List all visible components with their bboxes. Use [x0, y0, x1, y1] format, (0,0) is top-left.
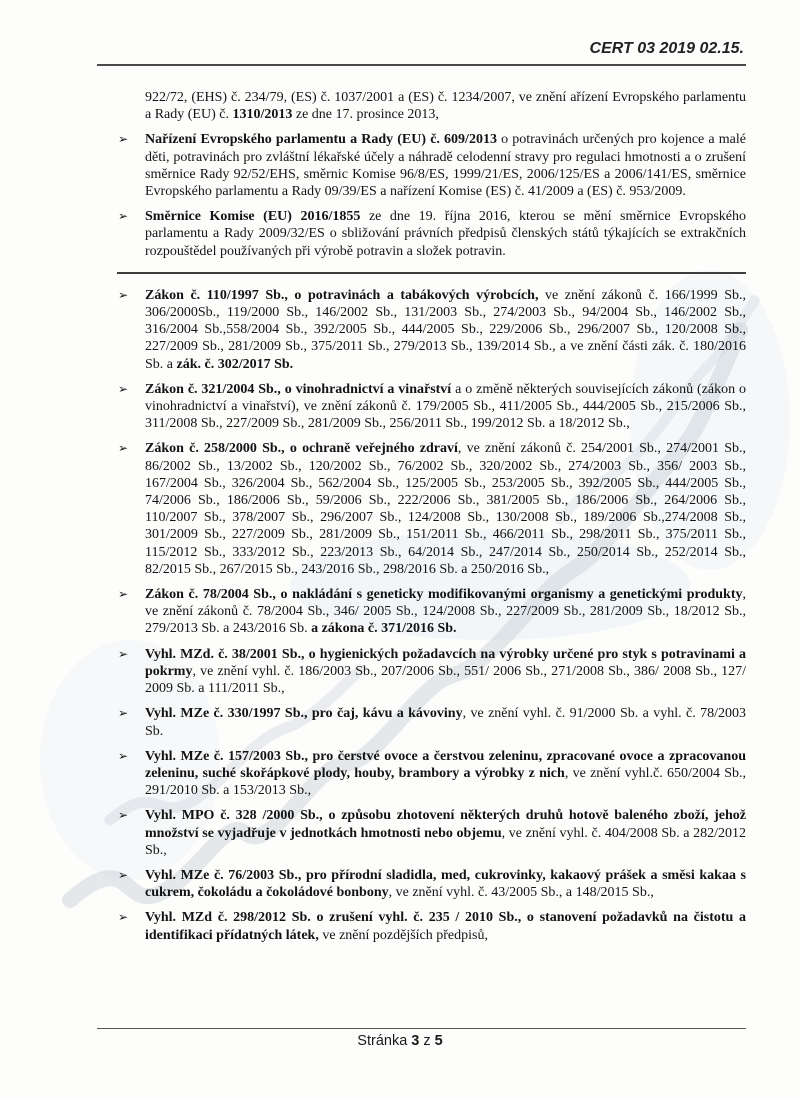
item-text: Vyhl. MZd. č. 38/2001 Sb., o hygienických požadavcích na výrobky určené pro styk s potravinami a pokrmy, ve znění vyhl. č. 186/2003 Sb., 207/2006 Sb., 551/ 2006 Sb., 271/2008 Sb., 386/ 2008 Sb., 127/ 2009 Sb. a 111/2011 Sb., — [145, 646, 746, 697]
document-id-header: CERT 03 2019 02.15. — [589, 40, 744, 57]
legal-list-item — [97, 807, 746, 859]
continuation-paragraph — [97, 89, 746, 123]
legal-list-item — [97, 586, 746, 638]
item-text: Vyhl. MZd č. 298/2012 Sb. o zrušení vyhl. č. 235 / 2010 Sb., o stanovení požadavků na čistotu a identifikaci přídatných látek, ve znění pozdějších předpisů, — [145, 910, 746, 943]
bullet-arrow-icon: ➢ — [118, 748, 129, 763]
bullet-arrow-icon: ➢ — [118, 808, 129, 823]
bullet-arrow-icon: ➢ — [118, 132, 129, 147]
item-text: 922/72, (EHS) č. 234/79, (ES) č. 1037/2001 a (ES) č. 1234/2007, ve znění ařízení Evropského parlamentu a Rady (EU) č. 1310/2013 ze dne 17. prosince 2013, — [145, 90, 746, 123]
legal-list-item — [97, 646, 746, 698]
legal-list-item — [97, 131, 746, 200]
legal-list-item — [97, 867, 746, 901]
bullet-arrow-icon: ➢ — [118, 381, 129, 396]
bullet-arrow-icon: ➢ — [118, 706, 129, 721]
legal-list-item — [97, 287, 746, 373]
page-footer — [0, 1033, 800, 1049]
section-divider-rule — [117, 272, 746, 274]
bullet-arrow-icon: ➢ — [118, 209, 129, 224]
item-text: Nařízení Evropského parlamentu a Rady (EU) č. 609/2013 o potravinách určených pro kojence a malé děti, potravinách pro zvláštní lékařské účely a náhradě celodenní stravy pro regulaci hmotnosti a o zrušení směrnice Rady 92/52/EHS, směrnic Komise 96/8/ES, 1999/21/ES, 2006/125/ES a 2006/141/ES, směrnice Evropského parlamentu a Rady 09/39/ES a nařízení Komise (ES) č. 41/2009 a (ES) č. 953/2009. — [145, 132, 746, 200]
bullet-arrow-icon: ➢ — [118, 287, 129, 302]
footer-rule — [97, 1028, 746, 1029]
footer-total-pages: 5 — [434, 1033, 443, 1049]
item-text: Vyhl. MZe č. 76/2003 Sb., pro přírodní sladidla, med, cukrovinky, kakaový prášek a směsi kakaa s cukrem, čokoládu a čokoládové bonbony, ve znění vyhl. č. 43/2005 Sb., a 148/2015 Sb., — [145, 867, 746, 901]
item-text: Vyhl. MZe č. 157/2003 Sb., pro čerstvé ovoce a čerstvou zeleninu, zpracované ovoce a zpracovanou zeleninu, suché skořápkové plody, houby, brambory a výrobky z nich, ve znění vyhl.č. 650/2004 Sb., 291/2010 Sb. a 153/2013 Sb., — [145, 748, 747, 799]
legal-list-item — [97, 909, 746, 943]
footer-of-word: z — [423, 1033, 431, 1049]
item-text: Vyhl. MPO č. 328 /2000 Sb., o způsobu zhotovení některých druhů hotově baleného zboží, jehož množství se vyjadřuje v jednotkách hmotnosti nebo objemu, ve znění vyhl. č. 404/2008 Sb. a 282/2012 Sb., — [145, 808, 746, 858]
legal-list-item — [97, 748, 746, 800]
bullet-arrow-icon: ➢ — [118, 587, 129, 602]
header-rule — [97, 64, 746, 66]
item-text: Zákon č. 78/2004 Sb., o nakládání s geneticky modifikovanými organismy a genetickými produkty, ve znění zákonů č. 78/2004 Sb., 346/ 2005 Sb., 124/2008 Sb., 227/2009 Sb., 281/2009 Sb., 18/2012 Sb., 279/2013 Sb. a 243/2016 Sb. a zákona č. 371/2016 Sb. — [145, 587, 746, 637]
legal-list-item — [97, 440, 746, 578]
footer-page-number: 3 — [411, 1033, 420, 1049]
bullet-arrow-icon: ➢ — [118, 867, 129, 882]
legal-list-item — [97, 381, 746, 433]
item-text: Zákon č. 321/2004 Sb., o vinohradnictví a vinařství a o změně některých souvisejících zákonů (zákon o vinohradnictví a vinařství), ve znění zákonů č. 179/2005 Sb., 411/2005 Sb., 444/2005 Sb., 215/2006 Sb., 311/2008 Sb., 227/2009 Sb., 281/2009 Sb., 256/2011 Sb., 199/2012 Sb. a 18/2012 Sb., — [145, 381, 746, 432]
item-text: Zákon č. 258/2000 Sb., o ochraně veřejného zdraví, ve znění zákonů č. 254/2001 Sb., 274/2001 Sb., 86/2002 Sb., 13/2002 Sb., 120/2002 Sb., 76/2002 Sb., 320/2002 Sb., 274/2003 Sb., 356/ 2003 Sb., 167/2004 Sb., 326/2004 Sb., 562/2004 Sb., 125/2005 Sb., 253/2005 Sb., 392/2005 Sb., 444/2005 Sb., 74/2006 Sb., 186/2006 Sb., 59/2006 Sb., 222/2006 Sb., 381/2005 Sb., 186/2006 Sb., 264/2006 Sb., 110/2007 Sb., 378/2007 Sb., 296/2007 Sb., 124/2008 Sb., 130/2008 Sb., 189/2006 Sb.,274/2008 Sb., 301/2009 Sb., 227/2009 Sb., 281/2009 Sb., 151/2011 Sb., 466/2011 Sb., 298/2011 Sb., 375/2011 Sb., 115/2012 Sb., 333/2012 Sb., 223/2013 Sb., 64/2014 Sb., 247/2014 Sb., 250/2014 Sb., 252/2014 Sb., 82/2015 Sb., 267/2015 Sb., 243/2016 Sb., 298/2016 Sb. a 250/2016 Sb., — [145, 441, 746, 577]
document-body — [97, 89, 746, 952]
footer-label: Stránka — [357, 1033, 408, 1049]
bullet-arrow-icon: ➢ — [118, 910, 129, 925]
item-text: Směrnice Komise (EU) 2016/1855 ze dne 19. října 2016, kterou se mění směrnice Evropského parlamentu a Rady 2009/32/ES o sbližování právních předpisů členských států týkajících se extrakčních rozpouštědel používaných při výrobě potravin a složek potravin. — [145, 209, 746, 259]
legal-list-item — [97, 208, 746, 260]
item-text: Zákon č. 110/1997 Sb., o potravinách a tabákových výrobcích, ve znění zákonů č. 166/1999 Sb., 306/2000Sb., 119/2000 Sb., 146/2002 Sb., 131/2003 Sb., 274/2003 Sb., 94/2004 Sb., 146/2002 Sb., 316/2004 Sb.,558/2004 Sb., 392/2005 Sb., 444/2005 Sb., 229/2006 Sb., 296/2007 Sb., 120/2008 Sb., 227/2009 Sb., 281/2009 Sb., 375/2011 Sb., 279/2013 Sb., 139/2014 Sb., a ve znění části zák. č. 180/2016 Sb. a zák. č. 302/2017 Sb. — [145, 287, 746, 372]
bullet-arrow-icon: ➢ — [118, 646, 129, 661]
legal-list-item — [97, 705, 746, 739]
item-text: Vyhl. MZe č. 330/1997 Sb., pro čaj, kávu a kávoviny, ve znění vyhl. č. 91/2000 Sb. a vyhl. č. 78/2003 Sb. — [145, 706, 746, 739]
bullet-arrow-icon: ➢ — [118, 441, 129, 456]
